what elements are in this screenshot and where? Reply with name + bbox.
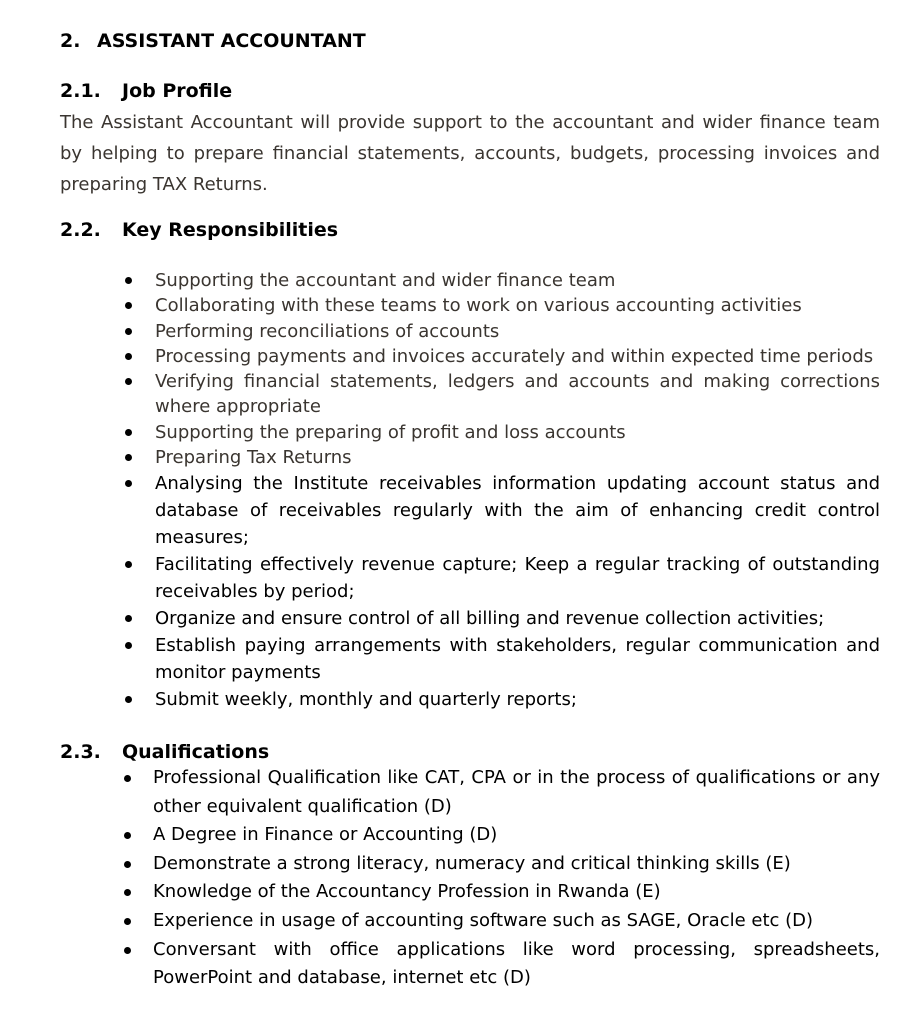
list-item: Verifying financial statements, ledgers and accounts and making corrections where appropriate [155,369,880,420]
list-item: Preparing Tax Returns [155,445,880,470]
list-item: Supporting the preparing of profit and loss accounts [155,420,880,445]
responsibilities-title: Key Responsibilities [122,219,339,241]
list-item: Professional Qualification like CAT, CPA or in the process of qualifications or any other equivalent qualification (D) [153,764,880,821]
job-profile-title: Job Profile [122,80,233,102]
section-heading [60,29,366,53]
list-item: Performing reconciliations of accounts [155,319,880,344]
qualifications-heading [60,740,269,764]
section-title: ASSISTANT ACCOUNTANT [97,30,366,52]
list-item: Organize and ensure control of all billing and revenue collection activities; [155,605,880,632]
job-profile-heading [60,79,232,103]
qualifications-title: Qualifications [122,741,270,763]
responsibilities-number: 2.2. [60,219,101,241]
section-number: 2. [60,30,81,52]
list-item: Knowledge of the Accountancy Profession in Rwanda (E) [153,878,880,907]
list-item: Supporting the accountant and wider finance team [155,268,880,293]
job-profile-number: 2.1. [60,80,101,102]
list-item: Collaborating with these teams to work on various accounting activities [155,293,880,318]
list-item: Establish paying arrangements with stakeholders, regular communication and monitor payments [155,632,880,686]
responsibilities-list [155,268,880,713]
list-item: Experience in usage of accounting software such as SAGE, Oracle etc (D) [153,907,880,936]
list-item: A Degree in Finance or Accounting (D) [153,821,880,850]
responsibilities-heading [60,218,338,242]
list-item: Analysing the Institute receivables information updating account status and database of receivables regularly with the aim of enhancing credit control measures; [155,470,880,551]
qualifications-list [153,764,880,993]
list-item: Submit weekly, monthly and quarterly reports; [155,686,880,713]
list-item: Conversant with office applications like word processing, spreadsheets, PowerPoint and database, internet etc (D) [153,936,880,993]
job-profile-text: The Assistant Accountant will provide support to the accountant and wider finance team by helping to prepare financial statements, accounts, budgets, processing invoices and preparing TAX Returns. [60,112,880,195]
list-item: Demonstrate a strong literacy, numeracy and critical thinking skills (E) [153,850,880,879]
list-item: Facilitating effectively revenue capture; Keep a regular tracking of outstanding receivables by period; [155,551,880,605]
list-item: Processing payments and invoices accurately and within expected time periods [155,344,880,369]
qualifications-number: 2.3. [60,741,101,763]
